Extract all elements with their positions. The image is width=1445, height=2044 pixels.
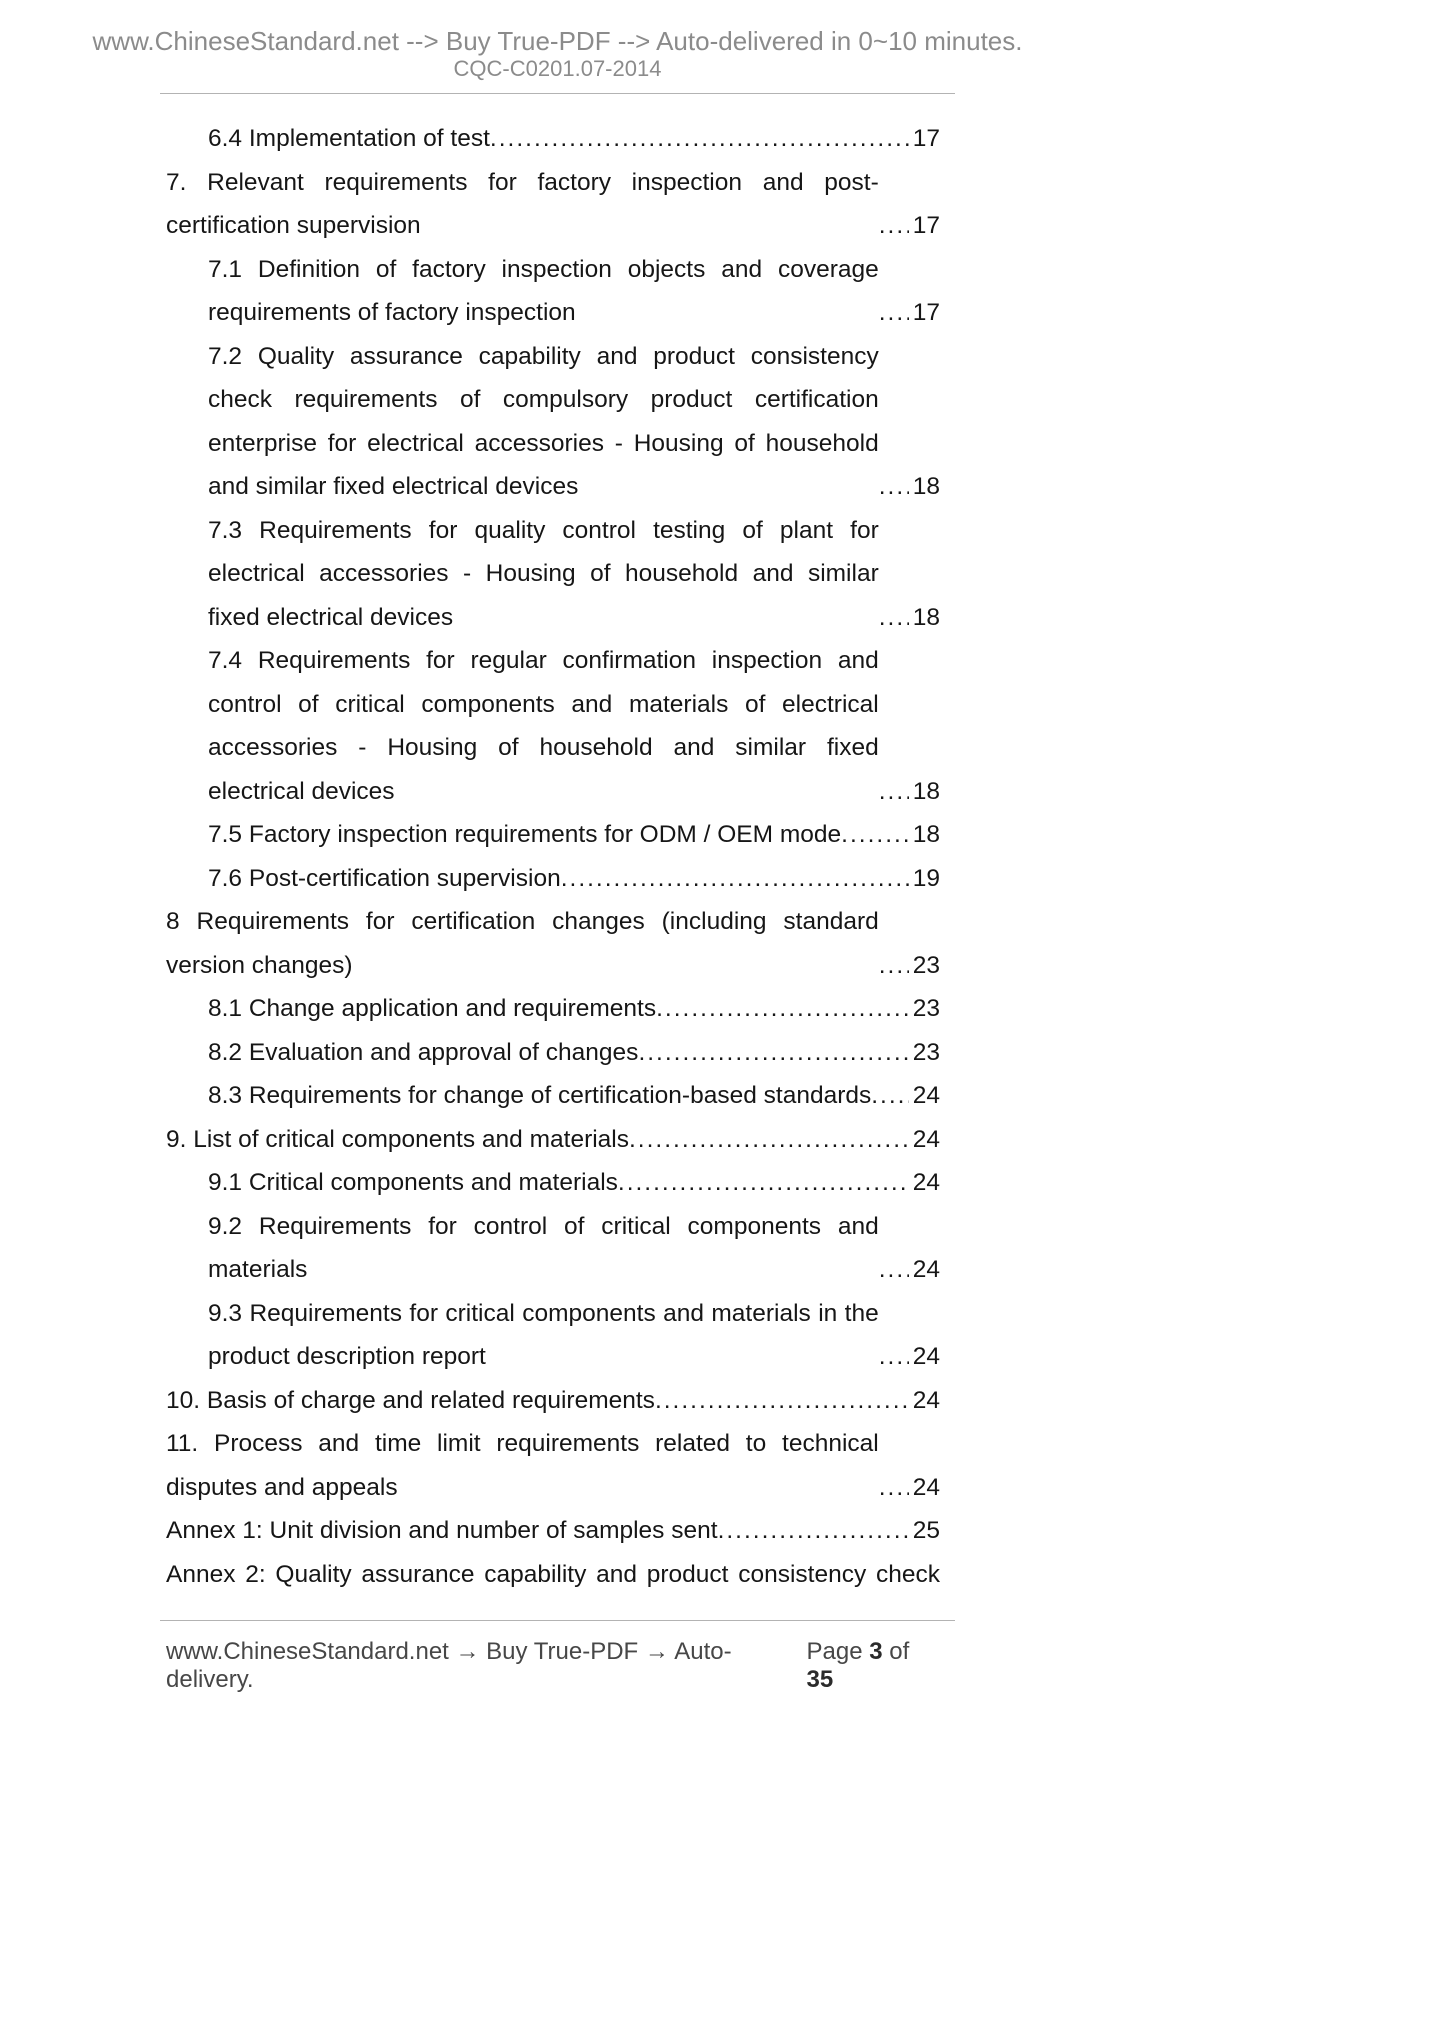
toc-entry-title: 8.2 Evaluation and approval of changes xyxy=(208,1038,639,1066)
toc-entry-page: 24 xyxy=(912,1169,940,1196)
toc-entry-page: 24 xyxy=(912,1125,940,1153)
toc-entry xyxy=(166,857,940,901)
dot-leader xyxy=(718,1509,909,1553)
page-header xyxy=(92,26,1023,94)
toc-entry-page: 23 xyxy=(912,995,940,1022)
toc-entry-page: 23 xyxy=(912,1038,940,1066)
toc-entry-title: 9. List of critical components and materials xyxy=(166,1125,629,1153)
table-of-contents xyxy=(160,117,955,1596)
toc-entry xyxy=(166,1205,940,1292)
page-footer xyxy=(160,1620,955,1694)
dot-leader xyxy=(879,944,909,988)
dot-leader xyxy=(879,204,909,248)
dot-leader xyxy=(655,1379,909,1423)
toc-entry-page: 23 xyxy=(912,951,940,979)
toc-entry xyxy=(166,900,940,987)
footer-row xyxy=(160,1638,955,1694)
toc-entry xyxy=(166,1118,940,1162)
toc-entry xyxy=(166,1422,940,1509)
toc-entry xyxy=(166,509,940,640)
toc-entry-page: 24 xyxy=(912,1386,940,1414)
toc-entry-page: 25 xyxy=(912,1517,940,1544)
toc-entry-title: 7.6 Post-certification supervision xyxy=(208,864,561,892)
toc-entry-page: 18 xyxy=(912,603,940,631)
toc-entry xyxy=(166,1161,940,1205)
toc-entry-page: 24 xyxy=(912,1343,940,1370)
dot-leader xyxy=(618,1161,909,1205)
toc-entry-title: 11. Process and time limit requirements related to technical disputes and appeals xyxy=(166,1430,879,1501)
doc-code-row xyxy=(160,57,955,81)
toc-entry-title: 7.2 Quality assurance capability and product consistency check requirements of compulsory product certification enterprise for electrical accessories - Housing of household and similar fixed electrical devices xyxy=(208,342,879,500)
toc-entry-page: 17 xyxy=(912,125,940,152)
toc-entry-title: 7.1 Definition of factory inspection objects and coverage requirements of factory inspection xyxy=(208,255,879,326)
toc-entry xyxy=(166,161,940,248)
dot-leader xyxy=(561,857,909,901)
page-number: 3 xyxy=(869,1638,883,1665)
toc-entry-title: 7.5 Factory inspection requirements for ODM / OEM mode xyxy=(208,821,842,848)
toc-entry xyxy=(166,813,940,857)
page-total: 35 xyxy=(806,1666,834,1693)
dot-leader xyxy=(879,291,909,335)
toc-entry-title: 7.4 Requirements for regular confirmation inspection and control of critical components and materials of electrical accessories - Housing of household and similar fixed electrical devices xyxy=(208,647,879,805)
toc-entry-title: 9.3 Requirements for critical components and materials in the product description report xyxy=(208,1299,879,1370)
toc-entry-page: 19 xyxy=(912,864,940,892)
toc-entry-page: 24 xyxy=(912,1256,940,1283)
document-page xyxy=(92,0,1023,1694)
toc-entry-page: 18 xyxy=(912,473,940,500)
dot-leader xyxy=(629,1118,909,1162)
header-rule xyxy=(160,93,955,94)
toc-entry xyxy=(166,1509,940,1553)
toc-entry-page: 24 xyxy=(912,1473,940,1501)
page-word: Page xyxy=(806,1638,863,1665)
toc-entry-title: 6.4 Implementation of test xyxy=(208,125,490,152)
dot-leader xyxy=(490,117,909,161)
toc-entry xyxy=(166,335,940,509)
toc-entry-title: 9.1 Critical components and materials xyxy=(208,1169,618,1196)
header-promo-row xyxy=(92,26,1023,57)
page-indicator xyxy=(806,1638,940,1694)
toc-entry-page: 18 xyxy=(912,777,940,805)
toc-entry-title: 9.2 Requirements for control of critical components and materials xyxy=(208,1212,879,1283)
dot-leader xyxy=(879,1248,909,1292)
toc-entry-title: 8 Requirements for certification changes (including standard version changes) xyxy=(166,908,879,979)
header-promo-text: www.ChineseStandard.net --> Buy True-PDF --> Auto-delivered in 0~10 minutes. xyxy=(92,26,1023,56)
dot-leader xyxy=(871,1074,908,1118)
toc-entry-title: 7. Relevant requirements for factory inspection and post-certification supervision xyxy=(166,168,879,239)
dot-leader xyxy=(879,770,909,814)
toc-entry xyxy=(166,1379,940,1423)
toc-entry xyxy=(166,1292,940,1379)
dot-leader xyxy=(656,987,909,1031)
toc-entry-page: 17 xyxy=(912,299,940,326)
dot-leader xyxy=(879,596,909,640)
dot-leader xyxy=(638,1031,908,1075)
dot-leader xyxy=(879,1335,909,1379)
footer-rule xyxy=(160,1620,955,1621)
toc-entry-title: 10. Basis of charge and related requirements xyxy=(166,1386,655,1414)
toc-entry-title: 8.1 Change application and requirements xyxy=(208,995,657,1022)
toc-entry xyxy=(166,639,940,813)
dot-leader xyxy=(841,813,909,857)
toc-entry xyxy=(166,987,940,1031)
toc-entry xyxy=(166,1553,940,1597)
toc-entry-title: Annex 2: Quality assurance capability and product consistency check xyxy=(166,1560,940,1588)
toc-entry xyxy=(166,117,940,161)
toc-entry xyxy=(166,1074,940,1118)
dot-leader xyxy=(879,1466,909,1510)
footer-promo: www.ChineseStandard.net → Buy True-PDF → Auto-delivery. xyxy=(166,1638,732,1693)
toc-entry xyxy=(166,1031,940,1075)
toc-entry-page: 17 xyxy=(912,212,940,239)
dot-leader xyxy=(879,465,909,509)
toc-entry xyxy=(166,248,940,335)
toc-entry-page: 18 xyxy=(912,821,940,848)
of-word: of xyxy=(889,1638,910,1665)
toc-entry-title: 7.3 Requirements for quality control testing of plant for electrical accessories - Housing of household and similar fixed electrical devices xyxy=(208,516,879,631)
toc-entry-title: 8.3 Requirements for change of certification-based standards xyxy=(208,1082,872,1109)
toc-entry-title: Annex 1: Unit division and number of samples sent xyxy=(166,1517,718,1544)
toc-entry-page: 24 xyxy=(912,1082,940,1109)
doc-code: CQC-C0201.07-2014 xyxy=(453,56,662,81)
